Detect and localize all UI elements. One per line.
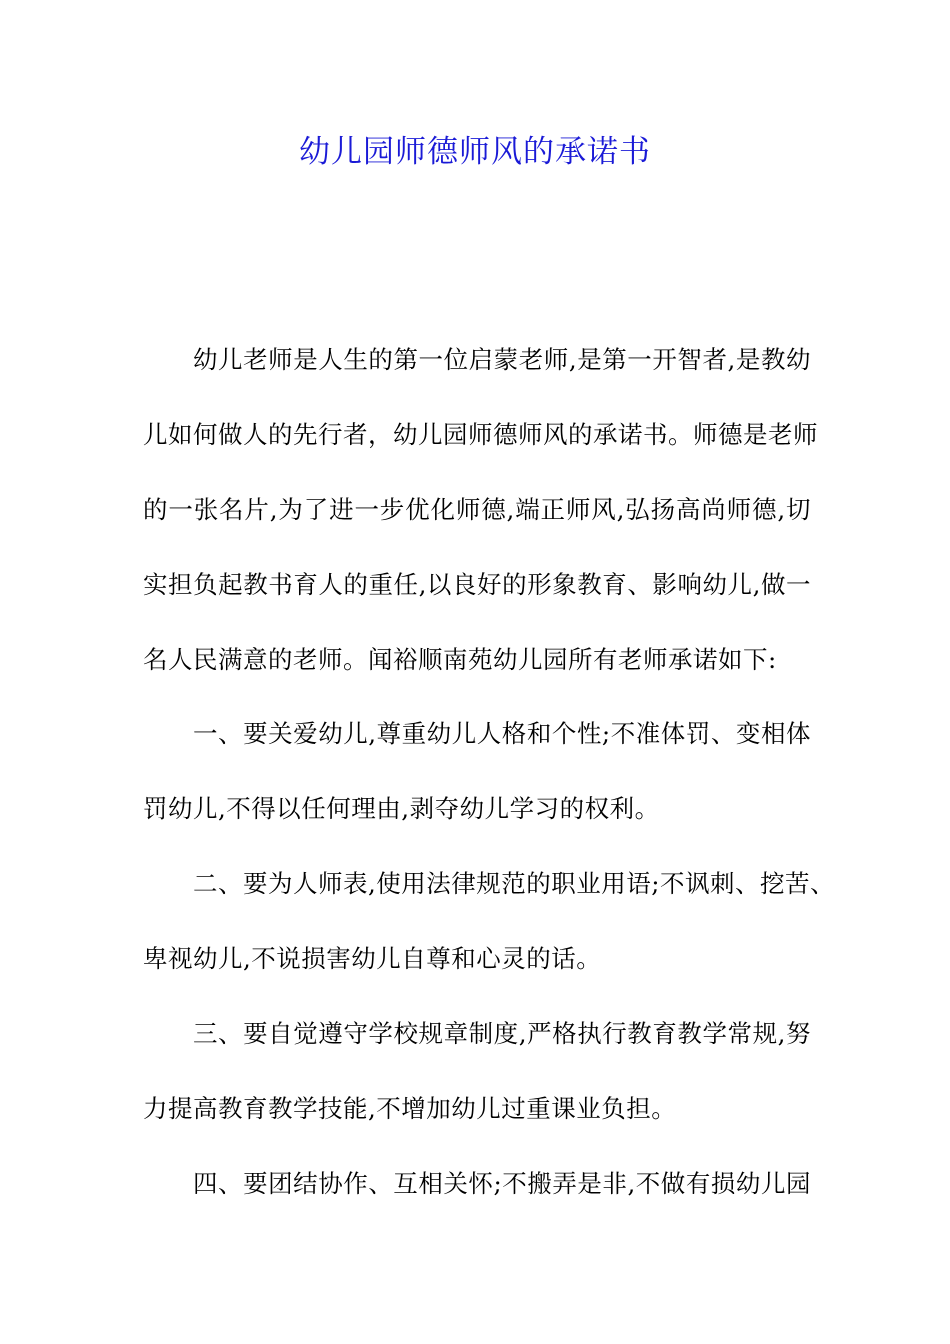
paragraph-line: 力提高教育教学技能,不增加幼儿过重课业负担。: [143, 1093, 677, 1123]
paragraph-line: 卑视幼儿,不说损害幼儿自尊和心灵的话。: [143, 944, 602, 974]
paragraph-line: 的一张名片,为了进一步优化师德,端正师风,弘扬高尚师德,切: [143, 494, 811, 524]
paragraph-line: 名人民满意的老师。闻裕顺南苑幼儿园所有老师承诺如下:: [143, 644, 777, 674]
paragraph-line: 一、要关爱幼儿,尊重幼儿人格和个性;不准体罚、变相体: [193, 719, 811, 749]
document-body: [143, 340, 836, 1239]
paragraph-line: 四、要团结协作、互相关怀;不搬弄是非,不做有损幼儿园: [193, 1168, 811, 1198]
paragraph-line: 儿如何做人的先行者，幼儿园师德师风的承诺书。师德是老师: [143, 419, 818, 449]
paragraph-line: 三、要自觉遵守学校规章制度,严格执行教育教学常规,努: [193, 1019, 811, 1049]
paragraph-line: 二、要为人师表,使用法律规范的职业用语;不讽刺、挖苦、: [193, 869, 836, 899]
paragraph-line: 罚幼儿,不得以任何理由,剥夺幼儿学习的权利。: [143, 794, 660, 824]
document-title: 幼儿园师德师风的承诺书: [299, 134, 651, 170]
paragraph-line: 幼儿老师是人生的第一位启蒙老师,是第一开智者,是教幼: [193, 345, 811, 374]
paragraph-line: 实担负起教书育人的重任,以良好的形象教育、影响幼儿,做一: [143, 569, 811, 599]
